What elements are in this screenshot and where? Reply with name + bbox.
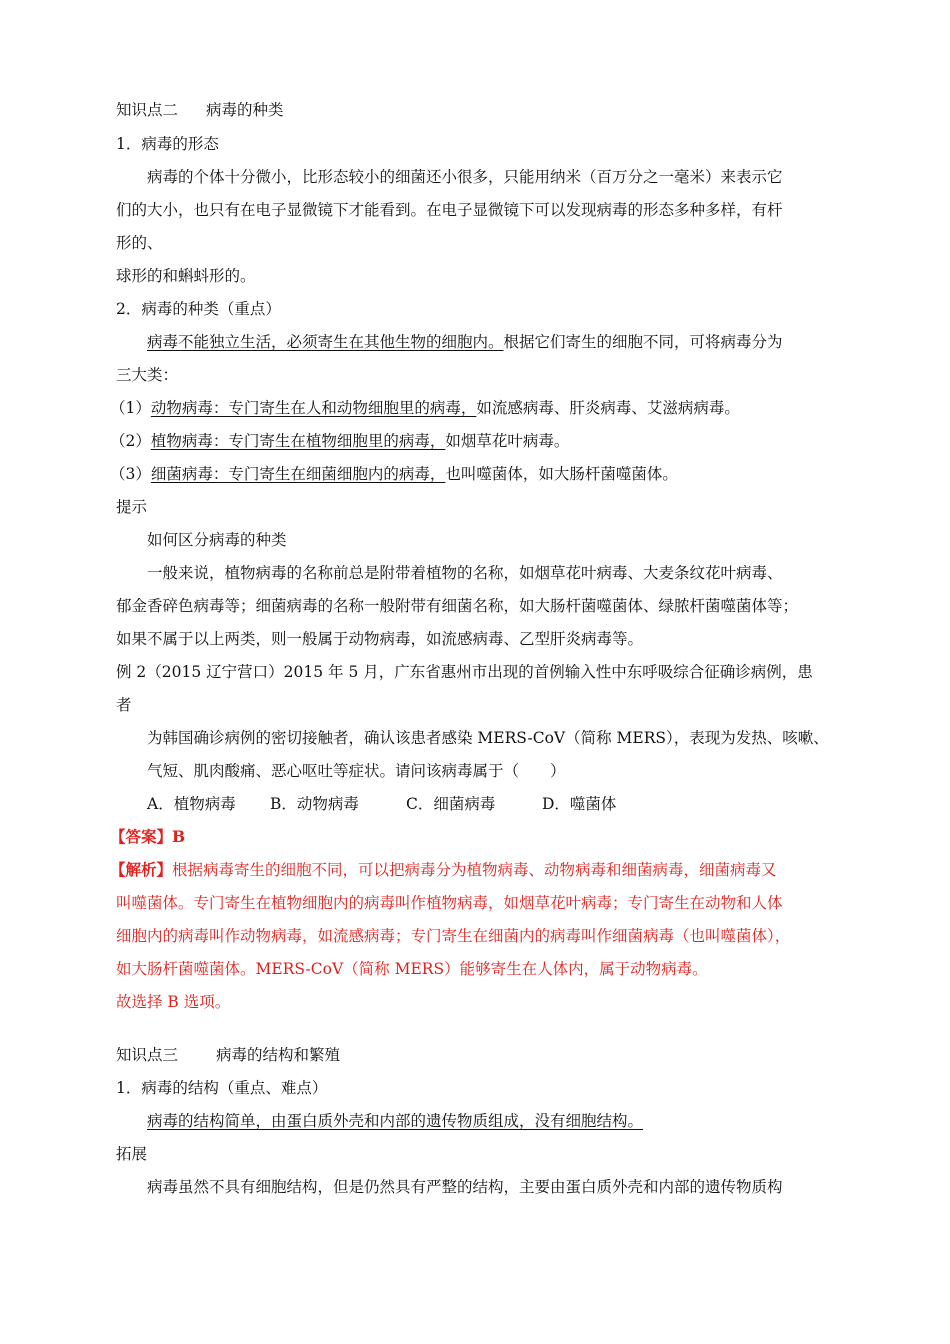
kp2-s1-title: 1．病毒的形态 (116, 135, 219, 153)
list-item-number: （3） (110, 465, 151, 483)
list-item-examples: 如烟草花叶病毒。 (445, 432, 570, 450)
list-item-definition: 细菌病毒：专门寄生在细菌细胞内的病毒， (150, 465, 446, 483)
key-sentence: 病毒的结构简单，由蛋白质外壳和内部的遗传物质组成，没有细胞结构。 (147, 1112, 644, 1130)
option-c: C．细菌病毒 (406, 795, 496, 813)
option-d: D．噬菌体 (542, 795, 617, 813)
kp3-s1-p1 (147, 1111, 643, 1131)
kp3-heading (116, 1045, 340, 1065)
kp3-heading-title: 病毒的结构和繁殖 (216, 1046, 341, 1064)
tip-title: 如何区分病毒的种类 (147, 531, 287, 549)
example-q2: 者 (116, 696, 132, 714)
analysis-a2: 叫噬菌体。专门寄生在植物细胞内的病毒叫作植物病毒，如烟草花叶病毒；专门寄生在动物和人体 (116, 894, 783, 912)
kp2-s1-p4: 球形的和蝌蚪形的。 (116, 267, 256, 285)
analysis-a1 (110, 860, 777, 880)
list-item-examples: 如流感病毒、肝炎病毒、艾滋病病毒。 (476, 399, 740, 417)
kp2-s2-p2: 三大类： (116, 366, 179, 384)
ext-label: 拓展 (116, 1145, 148, 1163)
list-item-examples: 也叫噬菌体，如大肠杆菌噬菌体。 (445, 465, 678, 483)
list-item-number: （1） (110, 399, 151, 417)
ext-p1: 病毒虽然不具有细胞结构，但是仍然具有严整的结构，主要由蛋白质外壳和内部的遗传物质构 (147, 1178, 783, 1196)
key-sentence: 病毒不能独立生活，必须寄生在其他生物的细胞内。 (147, 333, 504, 351)
analysis-a4: 如大肠杆菌噬菌体。MERS-CoV（简称 MERS）能够寄生在人体内，属于动物病毒。 (116, 960, 708, 978)
example-q1: 例 2（2015 辽宁营口）2015 年 5 月，广东省惠州市出现的首例输入性中东呼吸综合征确诊病例，患 (116, 663, 813, 681)
kp2-s1-p2: 们的大小，也只有在电子显微镜下才能看到。在电子显微镜下可以发现病毒的形态多种多样，有杆 (116, 201, 783, 219)
option-b: B．动物病毒 (270, 795, 359, 813)
list-item (110, 431, 569, 451)
example-q4: 气短、肌肉酸痛、恶心呕吐等症状。请问该病毒属于（ ） (147, 762, 566, 780)
kp2-s1-p1: 病毒的个体十分微小，比形态较小的细菌还小很多，只能用纳米（百万分之一毫米）来表示它 (147, 168, 783, 186)
answer-label: 【答案】 (110, 827, 173, 846)
tip-label: 提示 (116, 498, 148, 516)
list-item-definition: 植物病毒：专门寄生在植物细胞里的病毒， (150, 432, 446, 450)
kp2-s2-title: 2．病毒的种类（重点） (116, 300, 281, 318)
answer-line (110, 827, 185, 847)
analysis-label: 【解析】 (110, 860, 173, 879)
analysis-a5: 故选择 B 选项。 (116, 993, 231, 1011)
kp2-s2-p1 (147, 332, 783, 352)
example-q3: 为韩国确诊病例的密切接触者，确认该患者感染 MERS-CoV（简称 MERS），表现为发热、咳嗽、 (147, 729, 829, 747)
list-item-number: （2） (110, 432, 151, 450)
analysis-a3: 细胞内的病毒叫作动物病毒，如流感病毒；专门寄生在细菌内的病毒叫作细菌病毒（也叫噬菌体）， (116, 927, 791, 945)
tip-p2: 郁金香碎色病毒等；细菌病毒的名称一般附带有细菌名称，如大肠杆菌噬菌体、绿脓杆菌噬菌体等； (116, 597, 799, 615)
analysis-text: 根据病毒寄生的细胞不同，可以把病毒分为植物病毒、动物病毒和细菌病毒，细菌病毒又 (172, 861, 777, 879)
kp2-heading-label: 知识点二 (116, 101, 179, 119)
kp3-s1-title: 1．病毒的结构（重点、难点） (116, 1079, 328, 1097)
tip-p3: 如果不属于以上两类，则一般属于动物病毒，如流感病毒、乙型肝炎病毒等。 (116, 630, 644, 648)
kp2-heading-title: 病毒的种类 (206, 101, 284, 119)
list-item-definition: 动物病毒：专门寄生在人和动物细胞里的病毒， (150, 399, 477, 417)
list-item (110, 464, 678, 484)
tip-p1: 一般来说，植物病毒的名称前总是附带着植物的名称，如烟草花叶病毒、大麦条纹花叶病毒、 (147, 564, 783, 582)
kp2-s1-p3: 形的、 (116, 234, 163, 252)
kp2-heading (116, 100, 284, 120)
kp2-s2-p1-rest: 根据它们寄生的细胞不同，可将病毒分为 (503, 333, 783, 351)
option-a: A．植物病毒 (147, 795, 236, 813)
kp3-heading-label: 知识点三 (116, 1046, 179, 1064)
example-options (147, 794, 616, 814)
answer-value: B (172, 827, 186, 846)
list-item (110, 398, 740, 418)
